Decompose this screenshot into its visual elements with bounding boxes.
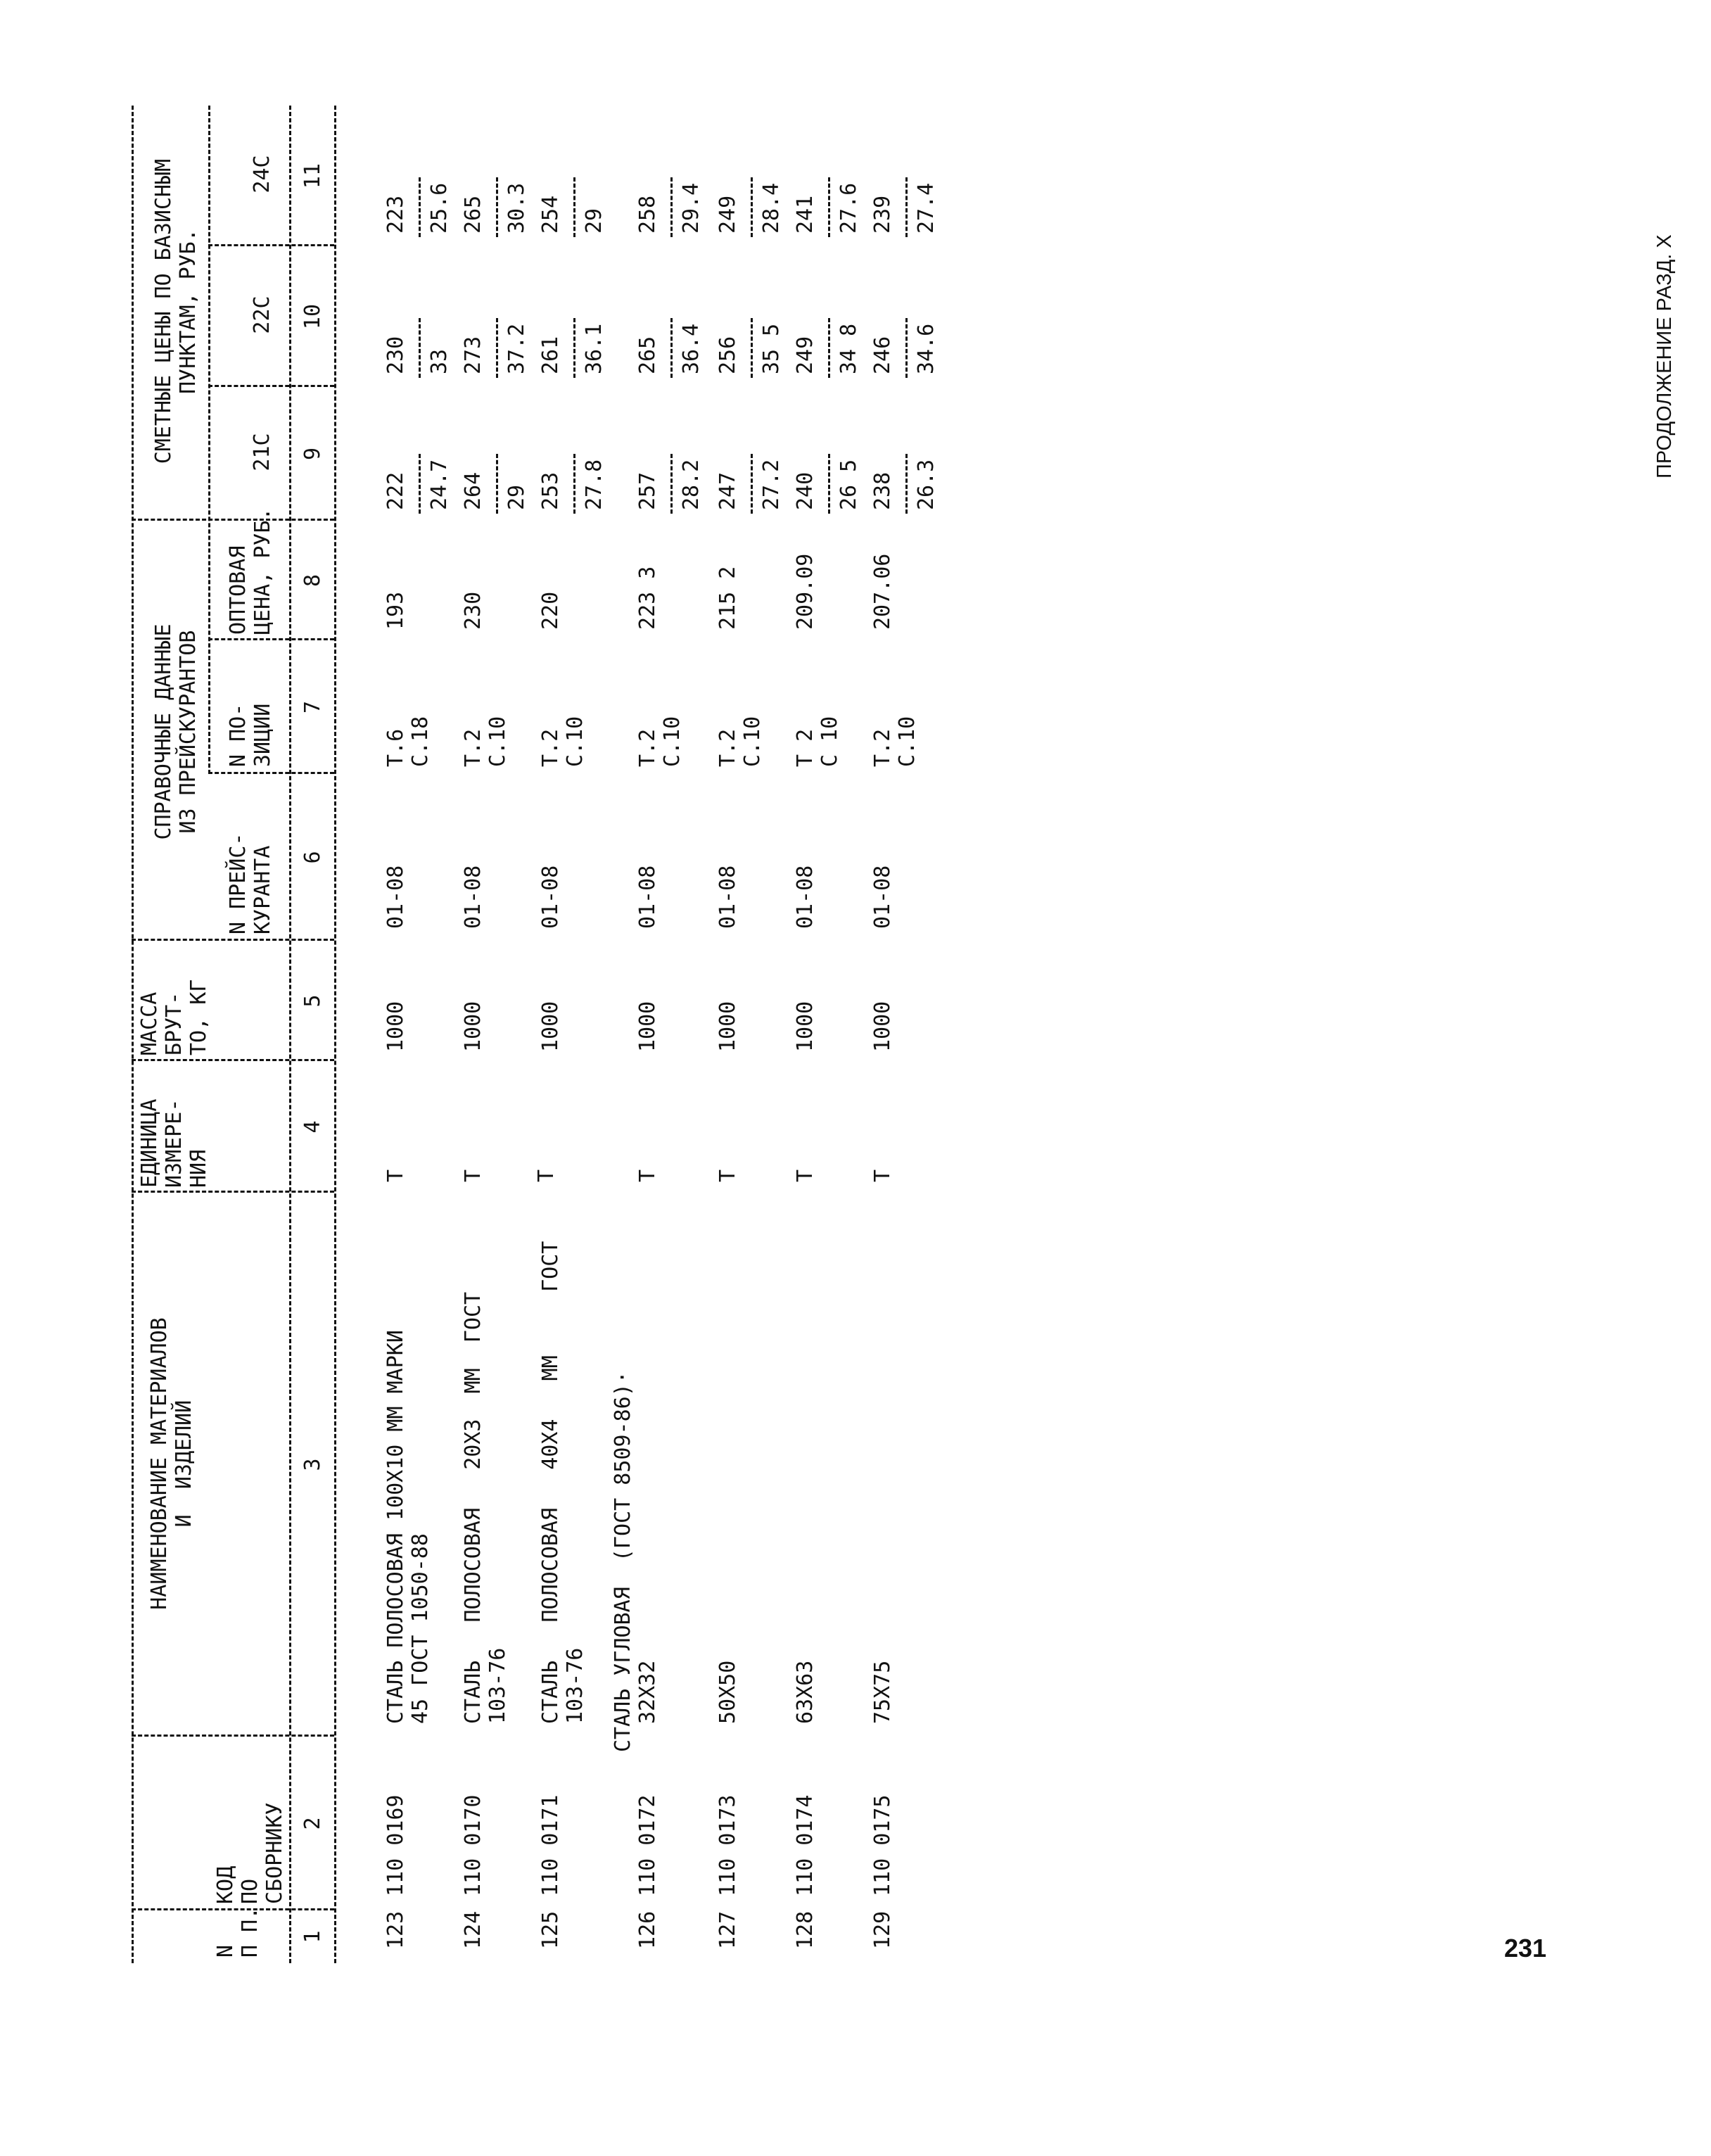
price-24c-transport-value: 27.6 — [837, 182, 861, 234]
price-24c-value: 239 — [870, 195, 895, 234]
row-code: 110 0175 — [870, 1794, 895, 1896]
page-number: 231 — [1504, 1934, 1547, 1962]
row-number: 123 — [383, 1910, 408, 1949]
price-24c-transport-value: 30.3 — [504, 182, 529, 234]
price-21c-divider — [670, 454, 673, 514]
header-price-list: N ПРЕЙС- КУРАНТА — [226, 832, 275, 934]
price-22c-transport-value: 36.4 — [679, 323, 704, 374]
row-name: СТАЛЬ ПОЛОСОВАЯ 100Х10 ММ МАРКИ 45 ГОСТ 1050-88 — [383, 1330, 433, 1724]
price-21c-divider — [496, 454, 498, 514]
row-name: 32Х32 — [635, 1660, 660, 1724]
row-position: Т 2 С 10 — [793, 716, 842, 767]
price-24c-value: 223 — [383, 195, 408, 234]
price-24c-divider — [419, 177, 421, 237]
price-24c-divider — [496, 177, 498, 237]
price-21c-value: 238 — [870, 471, 895, 510]
row-unit: Т — [383, 1169, 408, 1182]
price-22c-value: 273 — [461, 336, 485, 374]
price-22c-transport-value: 33 — [427, 348, 452, 374]
row-code: 110 0172 — [635, 1794, 660, 1896]
price-21c-value: 253 — [538, 471, 563, 510]
group-label: СТАЛЬ УГЛОВАЯ (ГОСТ 8509-86)· — [611, 1371, 635, 1752]
row-position: Т.2 С.10 — [538, 716, 587, 767]
row-price-list: 01-08 — [383, 865, 408, 929]
price-24c-value: 249 — [715, 195, 740, 234]
price-22c-value: 230 — [383, 336, 408, 374]
row-name: 63Х63 — [793, 1660, 818, 1724]
row-code: 110 0173 — [715, 1794, 740, 1896]
price-21c-value: 257 — [635, 471, 660, 510]
row-unit: Т — [635, 1169, 660, 1182]
row-wholesale-price: 207.06 — [870, 553, 895, 630]
price-24c-divider — [905, 177, 908, 237]
row-code: 110 0174 — [793, 1794, 818, 1896]
price-21c-value: 240 — [793, 471, 818, 510]
col-number: 7 — [300, 700, 325, 714]
table-rule-numbers-bottom — [334, 106, 336, 1963]
price-22c-value: 246 — [870, 336, 895, 374]
price-21c-transport-value: 27.2 — [759, 459, 784, 510]
price-22c-value: 265 — [635, 336, 660, 374]
row-number: 129 — [870, 1910, 895, 1949]
row-position: Т.2 С.10 — [870, 716, 920, 767]
row-mass: 1000 — [461, 1001, 485, 1052]
price-21c-value: 222 — [383, 471, 408, 510]
price-22c-divider — [751, 318, 753, 378]
row-unit: Т — [461, 1169, 485, 1182]
price-21c-value: 264 — [461, 471, 485, 510]
row-price-list: 01-08 — [538, 865, 563, 929]
price-24c-divider — [670, 177, 673, 237]
row-number: 128 — [793, 1910, 818, 1949]
header-n: N П П. — [213, 1906, 262, 1958]
price-21c-divider — [419, 454, 421, 514]
row-number: 124 — [461, 1910, 485, 1949]
price-24c-value: 258 — [635, 195, 660, 234]
price-22c-transport-value: 36.1 — [582, 323, 606, 374]
row-unit: Т — [870, 1169, 895, 1182]
row-name: 50Х50 — [715, 1660, 740, 1724]
header-name: НАИМЕНОВАНИЕ МАТЕРИАЛОВ И ИЗДЕЛИЙ — [147, 1317, 196, 1610]
row-unit: Т — [534, 1169, 559, 1182]
price-21c-divider — [751, 454, 753, 514]
row-name: СТАЛЬ ПОЛОСОВАЯ 40Х4 ММ ГОСТ 103-76 — [538, 1241, 587, 1724]
price-21c-transport-value: 29 — [504, 484, 529, 510]
price-22c-divider — [419, 318, 421, 378]
price-21c-transport-value: 27.8 — [582, 459, 606, 510]
col-number: 9 — [300, 447, 325, 461]
row-unit: Т — [793, 1169, 818, 1182]
row-position: Т.2 С.10 — [715, 716, 765, 767]
row-name: 75Х75 — [870, 1660, 895, 1724]
header-estimate-group: СМЕТНЫЕ ЦЕНЫ ПО БАЗИСНЫМ ПУНКТАМ, РУБ. — [151, 158, 201, 464]
section-title-text: ПРОДОЛЖЕНИЕ РАЗД. Х — [1653, 234, 1676, 478]
row-wholesale-price: 223 3 — [635, 566, 660, 630]
price-22c-value: 256 — [715, 336, 740, 374]
row-price-list: 01-08 — [635, 865, 660, 929]
header-reference-group: СПРАВОЧНЫЕ ДАННЫЕ ИЗ ПРЕЙСКУРАНТОВ — [151, 623, 201, 840]
price-22c-transport-value: 34 8 — [837, 323, 861, 374]
price-24c-divider — [828, 177, 830, 237]
row-mass: 1000 — [793, 1001, 818, 1052]
price-21c-transport-value: 26.3 — [914, 459, 939, 510]
header-code: КОД ПО СБОРНИКУ — [213, 1802, 287, 1904]
row-wholesale-price: 215 2 — [715, 566, 740, 630]
row-mass: 1000 — [383, 1001, 408, 1052]
price-24c-transport-value: 28.4 — [759, 182, 784, 234]
col-number: 8 — [300, 573, 325, 588]
row-code: 110 0171 — [538, 1794, 563, 1896]
price-24c-value: 265 — [461, 195, 485, 234]
row-price-list: 01-08 — [715, 865, 740, 929]
row-position: Т.6 С.18 — [383, 716, 433, 767]
row-price-list: 01-08 — [870, 865, 895, 929]
price-21c-value: 247 — [715, 471, 740, 510]
row-price-list: 01-08 — [793, 865, 818, 929]
col-number: 4 — [300, 1120, 325, 1134]
col-number: 2 — [300, 1817, 325, 1830]
price-22c-divider — [670, 318, 673, 378]
price-22c-divider — [573, 318, 575, 378]
price-22c-transport-value: 37.2 — [504, 323, 529, 374]
price-24c-transport-value: 27.4 — [914, 182, 939, 234]
price-21c-transport-value: 26 5 — [837, 459, 861, 510]
row-mass: 1000 — [715, 1001, 740, 1052]
row-mass: 1000 — [635, 1001, 660, 1052]
price-24c-value: 241 — [793, 195, 818, 234]
row-number: 125 — [538, 1910, 563, 1949]
price-22c-divider — [828, 318, 830, 378]
header-mass: МАССА БРУТ- ТО, КГ — [137, 979, 211, 1055]
price-21c-transport-value: 24.7 — [427, 459, 452, 510]
price-22c-divider — [496, 318, 498, 378]
col-number: 6 — [300, 851, 325, 864]
price-22c-value: 261 — [538, 336, 563, 374]
price-22c-value: 249 — [793, 336, 818, 374]
row-wholesale-price: 209.09 — [793, 553, 818, 630]
price-22c-transport-value: 34.6 — [914, 323, 939, 374]
price-24c-transport-value: 29.4 — [679, 182, 704, 234]
row-wholesale-price: 230 — [461, 591, 485, 630]
col-number: 11 — [300, 163, 325, 189]
price-21c-divider — [905, 454, 908, 514]
header-21c: 21С — [250, 433, 274, 471]
price-24c-transport-value: 25.6 — [427, 182, 452, 234]
row-name: СТАЛЬ ПОЛОСОВАЯ 20Х3 ММ ГОСТ 103-76 — [461, 1291, 510, 1724]
header-22c: 22С — [250, 296, 274, 334]
row-wholesale-price: 193 — [383, 591, 408, 630]
price-24c-divider — [751, 177, 753, 237]
row-price-list: 01-08 — [461, 865, 485, 929]
table-rule-subheader — [208, 106, 210, 774]
col-number: 3 — [300, 1458, 325, 1471]
price-21c-transport-value: 28.2 — [679, 459, 704, 510]
price-24c-transport-value: 29 — [582, 208, 606, 234]
header-position: N ПО- ЗИЦИИ — [226, 703, 275, 767]
row-position: Т.2 С.10 — [635, 716, 685, 767]
header-unit: ЕДИНИЦА ИЗМЕРЕ- НИЯ — [137, 1098, 211, 1188]
row-position: Т.2 С.10 — [461, 716, 510, 767]
row-unit: Т — [715, 1169, 740, 1182]
table-rule-header-bottom — [289, 106, 291, 1963]
row-number: 126 — [635, 1910, 660, 1949]
header-24c: 24С — [250, 155, 274, 194]
table-rule-top — [132, 106, 134, 1963]
price-22c-transport-value: 35 5 — [759, 323, 784, 374]
row-wholesale-price: 220 — [538, 591, 563, 630]
row-mass: 1000 — [870, 1001, 895, 1052]
price-table — [123, 106, 1066, 1963]
col-number: 1 — [300, 1930, 325, 1943]
row-code: 110 0170 — [461, 1794, 485, 1896]
row-mass: 1000 — [538, 1001, 563, 1052]
price-22c-divider — [905, 318, 908, 378]
price-24c-divider — [573, 177, 575, 237]
price-21c-divider — [828, 454, 830, 514]
price-21c-divider — [573, 454, 575, 514]
col-number: 5 — [300, 994, 325, 1008]
price-24c-value: 254 — [538, 195, 563, 234]
row-code: 110 0169 — [383, 1794, 408, 1896]
row-number: 127 — [715, 1910, 740, 1949]
section-title — [1653, 141, 1688, 478]
col-number: 10 — [300, 303, 325, 330]
header-wholesale-price: ОПТОВАЯ ЦЕНА, РУБ. — [226, 507, 275, 635]
